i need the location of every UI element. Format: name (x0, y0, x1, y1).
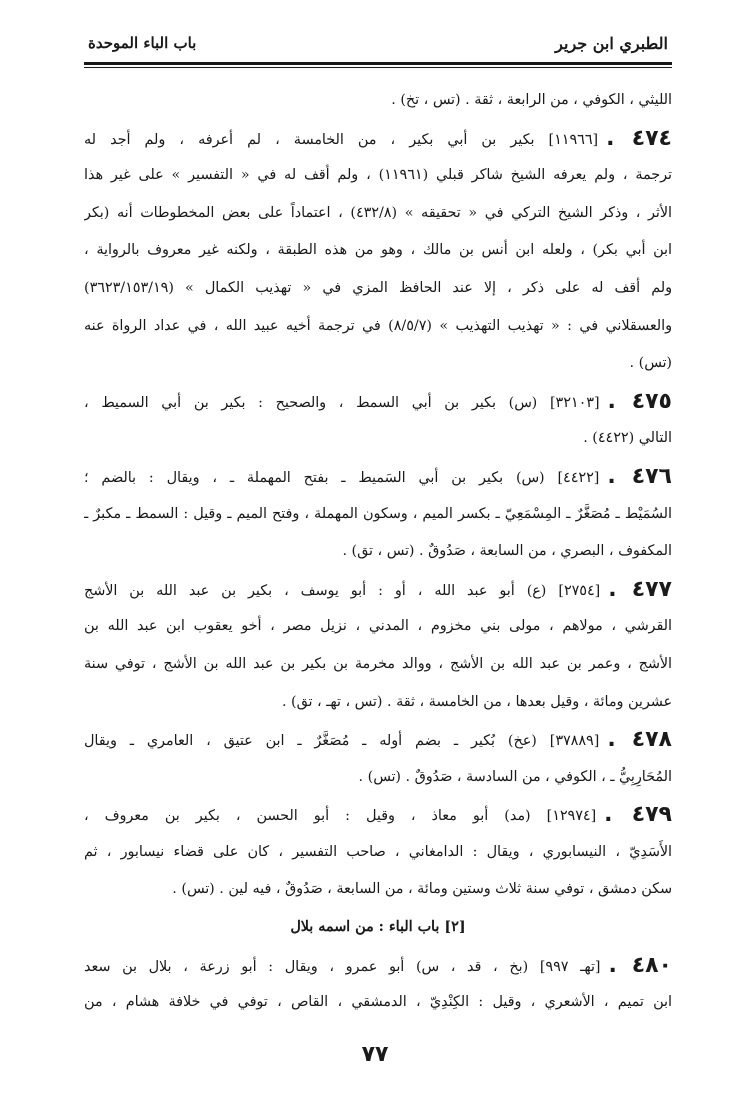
entry-number: ٤٧٤ . (606, 125, 672, 151)
entry-number: ٤٧٦ . (607, 463, 672, 489)
text-line (84, 270, 672, 308)
entry-number: ٤٧٩ . (604, 802, 672, 828)
line-text: [تهـ ٩٩٧] (بخ ، قد ، س) أبو عمرو ، ويقال : أبو زرعة ، بلال بن سعد (84, 958, 601, 975)
header-chapter-title: باب الباء الموحدة (88, 34, 197, 52)
entry-number: ٤٨٠ . (608, 952, 672, 978)
entry-number: ٤٧٥ . (607, 388, 672, 414)
line-text: القرشي ، مولاهم ، مولى بني مخزوم ، المدني ، نزيل مصر ، أخو يعقوب ابن عبد الله بن (84, 618, 672, 635)
text-line (84, 984, 672, 1022)
line-text: عشرين ومائة ، وقيل بعدها ، من الخامسة ، ثقة . (تس ، تهـ ، تق) . (281, 693, 672, 710)
text-line (84, 82, 672, 120)
line-text: ترجمة ، ولم يعرفه الشيخ شاكر قبلي (١١٩٦١) ، ولم أقف له في « التفسير » على غير هذا (84, 167, 672, 184)
text-line (84, 496, 672, 534)
text-line (84, 345, 672, 383)
line-text: [١١٩٦٦] بكير بن أبي بكير ، من الخامسة ، لم أعرفه ، ولم أجد له (84, 131, 599, 148)
text-line (84, 608, 672, 646)
entry-number: ٤٧٧ . (608, 576, 672, 602)
line-text: المكفوف ، البصري ، من السابعة ، صَدُوقٌ . (تس ، تق) . (342, 543, 672, 560)
line-text: الأشج ، وعمر بن عبد الله بن الأشج ، ووالد مخرمة بن بكير بن عبد الله بن الأشج ، توفي سنة (84, 655, 672, 672)
text-line (84, 947, 672, 985)
text-line (84, 796, 672, 834)
page-number: ٧٧ (361, 1042, 389, 1067)
text-line (84, 571, 672, 609)
header-rule-thin (84, 67, 672, 68)
text-line (84, 458, 672, 496)
text-line (84, 834, 672, 872)
text-line (84, 120, 672, 158)
text-line (84, 759, 672, 797)
line-text: ابن أبي بكر) ، ولعله ابن أنس بن مالك ، وهو من هذه الطبقة ، ولكنه غير معروف بالرواية ، (84, 242, 672, 259)
text-line (84, 684, 672, 722)
entry-number: ٤٧٨ . (607, 727, 672, 753)
text-line (84, 383, 672, 421)
line-text: والعسقلاني في : « تهذيب التهذيب » (٨/٥/٧) في ترجمة أخيه عبيد الله ، في عداد الرواة عنه (84, 317, 672, 334)
section-heading (84, 909, 672, 947)
line-text: الأَسَدِيّ ، النيسابوري ، ويقال : الدامغاني ، صاحب التفسير ، كان على قضاء نيسابور ، ثم (84, 843, 672, 860)
line-text: المُحَارِبِيُّ ـ ، الكوفي ، من السادسة ، صَدُوقٌ . (تس) . (358, 768, 672, 785)
line-text: [١٢٩٧٤] (مد) أبو معاذ ، وقيل : أبو الحسن ، بكير بن معروف ، (84, 808, 597, 825)
line-text: الليثي ، الكوفي ، من الرابعة ، ثقة . (تس ، تخ) . (391, 92, 672, 108)
text-line (84, 533, 672, 571)
line-text: السُمَيْط ـ مُصَغَّرٌ ـ المِسْمَعِيّ ـ بكسر الميم ، وسكون المهملة ، وفتح الميم ـ وقيل : السمط ـ مكبرٌ ـ (84, 505, 672, 522)
line-text: (تس) . (629, 355, 672, 372)
line-text: التالي (٤٤٢٢) . (583, 430, 672, 447)
text-line (84, 420, 672, 458)
text-line (84, 232, 672, 270)
line-text: ابن تميم ، الأشعري ، وقيل : الكِنْدِيّ ، الدمشقي ، القاص ، توفي في خلافة هشام ، من (84, 994, 672, 1011)
line-text: سكن دمشق ، توفي سنة ثلاث وستين ومائة ، من السابعة ، صَدُوقٌ ، فيه لين . (تس) . (172, 881, 672, 898)
text-line (84, 157, 672, 195)
page-body (84, 82, 672, 1022)
line-text: [٤٤٢٢] (س) بكير بن أبي السَميط ـ بفتح المهملة ـ ، ويقال : بالضم ؛ (84, 469, 600, 486)
line-text: [٢] باب الباء : من اسمه بلال (290, 919, 466, 936)
text-line (84, 871, 672, 909)
text-line (84, 721, 672, 759)
line-text: [٣٢١٠٣] (س) بكير بن أبي السمط ، والصحيح : بكير بن أبي السميط ، (84, 394, 600, 411)
line-text: ولم أقف له على ذكر ، إلا عند الحافظ المزي في « تهذيب الكمال » (٣٦٢٣/١٥٣/١٩) (84, 279, 672, 296)
text-line (84, 646, 672, 684)
text-line (84, 195, 672, 233)
line-text: [٢٧٥٤] (ع) أبو عبد الله ، أو : أبو يوسف ، بكير بن عبد الله بن الأشج (84, 582, 601, 599)
header-rule-thick (84, 62, 672, 65)
text-line (84, 308, 672, 346)
line-text: الأثر ، وذكر الشيخ التركي في « تحقيقه » (٤٣٢/٨) ، اعتماداً على بعض المخطوطات أنه (بكر (84, 204, 672, 221)
line-text: [٣٧٨٨٩] (عخ) بُكير ـ بضم أوله ـ مُصَغَّرٌ ـ ابن عتيق ، العامري ـ ويقال (84, 733, 600, 750)
header-book-title: الطبري ابن جرير (555, 34, 668, 53)
running-header (84, 30, 672, 64)
